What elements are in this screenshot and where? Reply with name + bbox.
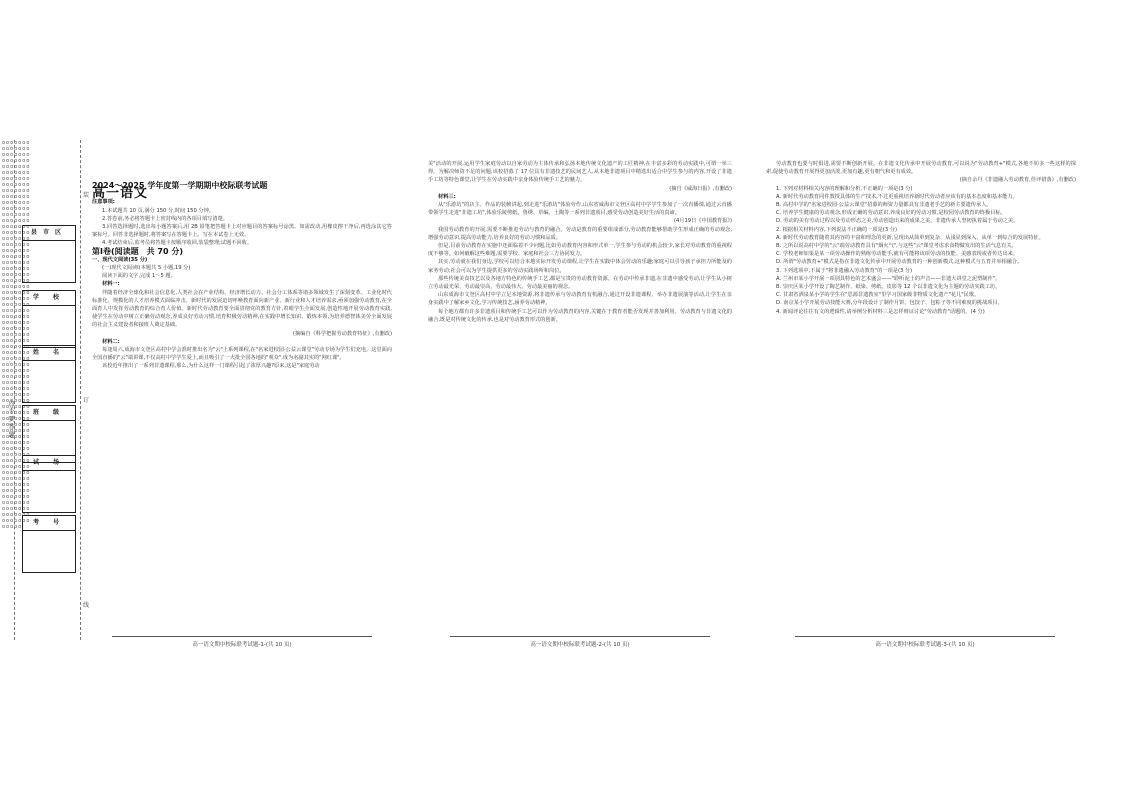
q2-option-d: D. 所谓"劳动教育+"模式是指在非遗文化传承中开展劳动教育的一种创新模式,这种模式与五育并举相融合。 <box>776 259 1023 266</box>
q3-option-c: C. 甘肃省酒泉某小学的学生在"思源非遗教室"里学习国家级非物质文化遗产"花儿"民歌。 <box>776 292 980 299</box>
material-2-source: (摘自《威海日报》,有删改) <box>669 185 732 192</box>
material-3-date: (4月19日《中国教育报》) <box>673 218 732 225</box>
subject-title: 高一语文 <box>92 186 149 202</box>
paragraph: 其实,劳动就在我们身边,学校可以结合本地实际开发劳动课程,让学生在实践中体会劳动的乐趣;家庭可以引导孩子承担力所能及的家务劳动;社会可以为学生提供更多的劳动实践场所和岗位。 <box>428 259 732 274</box>
material-2-text-cont: 该校近年推出了一系列非遗课程,那么,为什么这样一门课程引起了浓厚兴趣?原来,这是"家庭劳动 <box>102 363 320 370</box>
q1-option-a: A. 新时代劳动教育同件教授具体的生产技术,不过更重视培养新时代劳动者应该有的基本态度和基本能力。 <box>776 193 1018 200</box>
page-3 <box>766 160 1076 316</box>
notice-header: 注意事项: <box>92 199 115 206</box>
material-1-text: 伴随着经济全球化和社会信息化,人类社会在产业结构、经济增长动力、社会分工体系等诸多领域发生了深刻变革。工业化时代标准化、规模化的人才培养模式面临冲击。新时代的发展迫切呼唤教育面向新产业、新行业和人才培养需求,亟须加强劳动教育,在全面育人中发挥劳动教育的综合育人价值。新时代劳动教育要全面贯彻党的教育方针,着眼学生全面发展,创造性地开展劳动教育实践,使学生在劳动中树立正确劳动观念,养成良好劳动习惯,培育积极劳动精神,在实践中增长知识、锻炼本领,为培养德智体美劳全面发展的社会主义建设者和接班人奠定基础。 <box>92 289 392 329</box>
room-label: 试 场 <box>23 456 75 471</box>
page-1 <box>92 182 392 371</box>
q1-option-c: C. 培养学生健康的劳动观念,形成正确的劳动意识,养成良好的劳动习惯,是校园劳动教育的终极目标。 <box>776 210 1006 217</box>
notice-item: 4.考试结束后,监考员将答题卡按顺序收回,装袋整理;试题不回收。 <box>102 240 253 247</box>
paragraph: 那些传统美食技艺以及各地方特色的传统手工艺,都是宝贵的劳动教育资源。在劳动中传承非遗,在非遗中感受劳动,让学生从小树立劳动最光荣、劳动最崇高、劳动最伟大、劳动最美丽的观念。 <box>428 275 732 291</box>
fold-mark-1: 装 <box>83 192 90 199</box>
section-title: 第Ⅰ卷(阅读题 共 70 分) <box>92 246 183 256</box>
page-2-footer: 高一语文期中校际联考试题-2-(共 10 页) <box>450 636 710 648</box>
material-3-conclusion: 劳动教育也要与时俱进,需要不断创新开展。在非遗文化传承中开展劳动教育,可以说为"劳动教育+"模式,各地不妨多一些这样的探索,促使劳动教育开展得更加活泼,更加有趣,更有朝气和更有成效。 <box>766 161 1076 176</box>
school-label: 学 校 <box>23 291 75 306</box>
subpart-heading: (一)现代文阅读Ⅰ(本题共 5 小题,19 分) <box>102 265 191 272</box>
paragraph: 但是,目前劳动教育在实施中还面临着不少问题,比如劳动教育内容和形式单一,学生参与劳动的机会较少,家长对劳动教育的重视程度不够等。如何破解这些难题,需要学校、家庭和社会三方协同发力。 <box>428 243 732 258</box>
binding-cut-line <box>14 140 15 640</box>
notice-item: 2.答卷前,务必将答题卡上密封线内的各项目填写清楚。 <box>102 215 228 222</box>
material-2-continued: 美"活动的开展,运用学生家庭劳动以自家劳动为主体传承和弘扬本地传统文化遗产的工匠精神,在丰富多彩的劳动实践中,可谓一举三得。为解决师资不足的问题,该校招募了 17 位具有非遗技艺的民间艺人,从本地非遗项目中精选出适合中学生参与的内容,开设了非遗手工坊等特色课堂,让学生在劳动实践中亲身体验传统手工艺的魅力。 <box>428 161 732 184</box>
name-label: 姓 名 <box>23 346 75 361</box>
q2-option-c: C. 学校老师如果是某一项劳动操作的熟练劳动能手,就有可能将该项劳动的技能、美感表现或者传达出来。 <box>776 251 1019 258</box>
paragraph: 每个地方都有许多非遗项目和传统手工艺可以作为劳动教育的内容,关键在于教育者能否发现并善加利用。劳动教育与非遗文化的融合,既是对传统文化的传承,也是对劳动教育形式的创新。 <box>428 308 732 323</box>
q3-option-b: B. 崇庆区某小学开设了陶艺制作、纸染、剪纸、皮影等 12 个以非遗文化为主题的劳动实践工坊。 <box>776 284 1001 291</box>
q3-option-d: D. 南京某小学开展劳动技能大赛,分年段设计了制作月饼、包饺子、包粽子等不同难度的挑战项目。 <box>776 300 1003 307</box>
page-2 <box>428 160 732 324</box>
page-1-footer: 高一语文期中校际联考试题-1-(共 10 页) <box>112 636 372 648</box>
instruction: 阅读下面的文字,完成 1～5 题。 <box>102 273 176 280</box>
binding-dot-column: ooooooooooooooooooooooooooooooooooooooooooooooooooooooooooooooooooooooooooooooooooooooooooooooooooooooooooooooooooooooooooooooooooooooooooooooooooooooooooooooooooooooooooooooooooooooooooooooooooooooooooooooooooooooooooooooooooooooooooooooooooooooooooooooooooooooooooooooooooooooooooooooooooooooooooooooooooooooooooooooooooooooooooooooooooooooooooooooooooooooooooooooooooooooooooooooooooooooooooooooooooooooooooooooooooooooooooooooooooooooooooooooooooooo <box>2 140 31 530</box>
paragraph: 我国劳动教育的开展,需要不断推进劳动与教育的融合。劳动是教育的重要组成部分,劳动教育能够帮助学生形成正确的劳动观念,增强劳动意识,提高劳动能力,培养良好的劳动习惯和品质。 <box>428 226 732 241</box>
q3-option-a: A. 兰州市某小学开展一项别具特色的艺术盛会——"聆听泥土的声音——非遗大讲堂之泥塑制作"。 <box>776 275 1001 282</box>
material-3-text: 从"乐游坊"的店主、作品的装帧讲起,到走进"乐游坊"体验劳作,山东省威海市文登区高村中学学生参加了一次直播课,通过云直播带领学生走进"非遗工坊",体验乐陵剪纸、鲁绣、草编、土陶等一系列非遗项目,感受劳动创造美好生活的真谛。 <box>428 202 732 217</box>
binding-fold-line <box>80 140 81 640</box>
question-3: 3. 下列选项中,不属于"将非遗融入劳动教育"的一项是(3 分) <box>776 267 913 274</box>
county-field[interactable] <box>22 225 76 283</box>
q2-option-a: A. 新时代劳动教育随着其内容的丰富和理念的更新,呈现出从简单到复杂、从浅显到深入、从单一到综合的发展特征。 <box>776 234 1044 241</box>
q1-option-d: D. 劳动的美有劳动过程以及劳动形态之美,劳动创造出来的成果之美。非遗传承人坚韧执着属于劳动之美。 <box>776 218 1019 225</box>
part-heading: 一、现代文阅读(35 分) <box>92 256 148 263</box>
notice-item: 1.本试题共 10 页,满分 150 分,时间 150 分钟。 <box>102 207 214 214</box>
question-2: 2. 根据相关材料内容,下列说法不正确的一项是(3 分) <box>776 226 897 233</box>
name-field[interactable] <box>22 345 76 403</box>
notice-item: 3.回答选择题时,选出每小题答案后,用 2B 铅笔把答题卡上对应题目的答案标号涂黑。如需改动,用橡皮擦干净后,再选涂其它答案标号。回答非选择题时,将答案写在答题卡上。写在本试卷上无效。 <box>92 224 392 239</box>
school-field[interactable] <box>22 290 76 348</box>
paragraph: 山东成海市文登区高村中学立足本地资源,将非遗传承与劳动教育有机融合,通过开设非遗课程、举办非遗展演等活动,让学生在亲身实践中了解家乡文化,学习传统技艺,涵养劳动精神。 <box>428 292 732 307</box>
material-2-text: 每逢周六,成海市文登区高村中学会准时推出名为"云"上系列课程,在"名家进校园·公益云课堂"劳动专场为学生们充电。这堂面向全国直播的"云"端讲课,不仅高村中学学生爱上,而且吸引了一大批全国各地的"观众",成为名副其实的"网红课"。 <box>92 347 392 362</box>
material-2-label: 材料二: <box>102 338 120 345</box>
exam-title: 2024～2025 学年度第一学期期中校际联考试题 <box>92 181 268 190</box>
material-3-source: (摘自余丹《非遗融入劳动教育,佳评错落》,有删改) <box>959 177 1076 184</box>
class-label: 班 级 <box>23 406 75 421</box>
q2-option-b: B. 之所以说高村中学的"云"端劳动教育具有"烟火气",与这些"云"课堂考虑求食物做发出的生活气息有关。 <box>776 243 1017 250</box>
question-1: 1. 下列对材料相关内容的理解和分析,不正确的一项是(3 分) <box>776 185 913 192</box>
fold-mark-2: 订 <box>83 397 90 404</box>
material-1-label: 材料一: <box>102 281 120 288</box>
room-field[interactable] <box>22 455 76 513</box>
question-4: 4. 新闻评论往往有文的逻辑性,请举例分析材料三是怎样辩证讨论"劳动教育"话题的。(4 分) <box>776 308 985 315</box>
q1-option-b: B. 高村中学的"名家进校园·公益云课堂"招募的师资力量都具有非遗老手艺的新主要遗传承人。 <box>776 202 992 209</box>
material-1-source: (摘编自《科学把握劳动教育特征》,有删改) <box>292 330 392 337</box>
exam-number-label: 考 号 <box>23 516 75 531</box>
exam-number-field[interactable] <box>22 515 76 573</box>
material-3-label: 材料三: <box>438 193 456 200</box>
fold-mark-3: 线 <box>83 602 90 609</box>
county-label: 县市区 <box>23 226 75 241</box>
page-3-footer: 高一语文期中校际联考试题-3-(共 10 页) <box>795 636 1055 648</box>
binding-caption: 内 不 要 答 题 <box>7 400 14 438</box>
